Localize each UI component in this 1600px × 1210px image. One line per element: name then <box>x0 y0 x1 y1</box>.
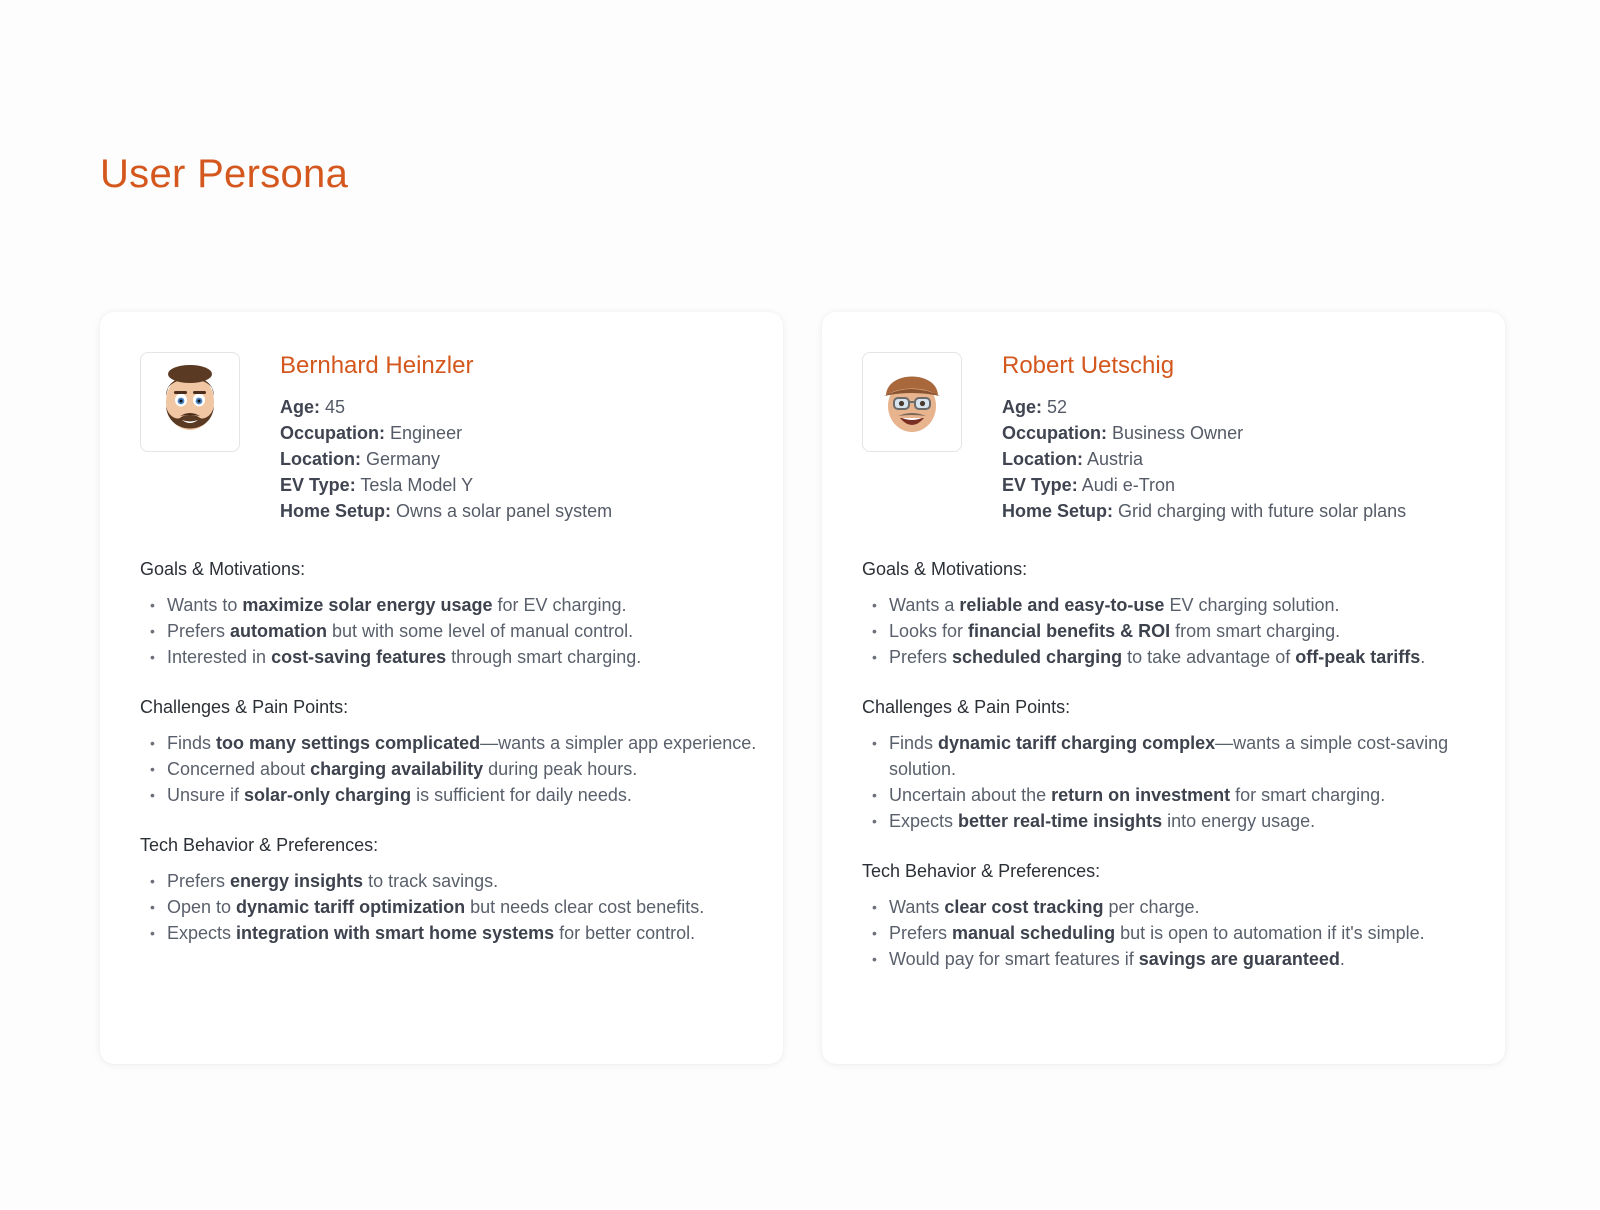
info-row <box>1002 394 1406 420</box>
persona-sections <box>140 556 763 970</box>
body-text: but is open to automation if it's simple. <box>1115 923 1425 943</box>
body-text: to take advantage of <box>1122 647 1296 667</box>
bullet-list <box>862 894 1485 972</box>
info-label: Home Setup: <box>280 501 392 521</box>
persona-card <box>822 312 1505 1064</box>
list-item <box>140 592 763 618</box>
body-text: for better control. <box>554 923 696 943</box>
persona-name: Bernhard Heinzler <box>280 352 474 379</box>
body-text: from smart charging. <box>1170 621 1341 641</box>
info-row <box>280 472 612 498</box>
body-text: Prefers <box>167 871 231 891</box>
info-value: Business Owner <box>1107 423 1244 443</box>
info-value: Audi e-Tron <box>1077 475 1176 495</box>
list-item <box>862 946 1485 972</box>
body-text: Uncertain about the <box>889 785 1052 805</box>
body-text: but needs clear cost benefits. <box>465 897 705 917</box>
info-label: Age: <box>1002 397 1042 417</box>
info-value: Owns a solar panel system <box>391 501 613 521</box>
emphasis-text: cost-saving features <box>271 647 447 667</box>
emphasis-text: off-peak tariffs <box>1295 647 1421 667</box>
info-row <box>280 420 612 446</box>
emphasis-text: better real-time insights <box>958 811 1163 831</box>
body-text: per charge. <box>1103 897 1200 917</box>
body-text: Open to <box>167 897 237 917</box>
body-text: for EV charging. <box>492 595 627 615</box>
emphasis-text: return on investment <box>1051 785 1231 805</box>
body-text: —wants a simple cost-saving solution. <box>889 733 1449 779</box>
body-text: Unsure if <box>167 785 245 805</box>
list-item <box>862 618 1485 644</box>
body-text: Prefers <box>889 923 953 943</box>
bullet-list <box>140 592 763 670</box>
body-text: Interested in <box>167 647 272 667</box>
body-text: Finds <box>167 733 217 753</box>
emphasis-text: energy insights <box>230 871 364 891</box>
info-row <box>1002 446 1406 472</box>
list-item <box>140 618 763 644</box>
avatar <box>862 352 962 452</box>
list-item <box>140 756 763 782</box>
list-item <box>862 808 1485 834</box>
body-text: Expects <box>167 923 237 943</box>
body-text: during peak hours. <box>483 759 638 779</box>
section-title: Tech Behavior & Preferences: <box>862 861 1101 881</box>
persona-info-list <box>1002 394 1406 524</box>
body-text: Concerned about <box>167 759 311 779</box>
emphasis-text: too many settings complicated <box>216 733 481 753</box>
emphasis-text: solar-only charging <box>244 785 412 805</box>
list-item <box>862 644 1485 670</box>
emphasis-text: reliable and easy-to-use <box>959 595 1165 615</box>
body-text: Wants <box>889 897 945 917</box>
bullet-list <box>862 730 1485 834</box>
list-item <box>140 782 763 808</box>
list-item <box>140 644 763 670</box>
body-text: Finds <box>889 733 939 753</box>
body-text: Wants a <box>889 595 960 615</box>
bullet-list <box>140 868 763 946</box>
list-item <box>140 730 763 756</box>
persona-info-list <box>280 394 612 524</box>
section-title: Goals & Motivations: <box>862 559 1028 579</box>
emphasis-text: financial benefits & ROI <box>968 621 1171 641</box>
list-item <box>140 920 763 946</box>
section-title: Challenges & Pain Points: <box>862 697 1071 717</box>
body-text: Prefers <box>167 621 231 641</box>
persona-section <box>862 556 1485 670</box>
section-title: Challenges & Pain Points: <box>140 697 349 717</box>
info-value: Austria <box>1083 449 1144 469</box>
info-row <box>1002 498 1406 524</box>
body-text: EV charging solution. <box>1164 595 1340 615</box>
info-label: Occupation: <box>280 423 386 443</box>
emphasis-text: savings are guaranteed <box>1138 949 1340 969</box>
emphasis-text: clear cost tracking <box>944 897 1104 917</box>
info-row <box>280 498 612 524</box>
persona-section <box>862 694 1485 834</box>
info-label: Location: <box>1002 449 1083 469</box>
list-item <box>862 920 1485 946</box>
persona-section <box>140 832 763 946</box>
bearded-man-memoji-icon <box>154 362 226 442</box>
emphasis-text: dynamic tariff optimization <box>236 897 466 917</box>
info-label: EV Type: <box>1002 475 1078 495</box>
info-label: Location: <box>280 449 361 469</box>
info-row <box>1002 420 1406 446</box>
body-text: Looks for <box>889 621 969 641</box>
body-text: into energy usage. <box>1162 811 1316 831</box>
body-text: for smart charging. <box>1230 785 1386 805</box>
emphasis-text: scheduled charging <box>952 647 1123 667</box>
persona-section <box>140 694 763 808</box>
list-item <box>862 592 1485 618</box>
list-item <box>862 782 1485 808</box>
persona-section <box>140 556 763 670</box>
info-row <box>280 394 612 420</box>
info-row <box>280 446 612 472</box>
info-row <box>1002 472 1406 498</box>
body-text: Prefers <box>889 647 953 667</box>
info-label: Occupation: <box>1002 423 1108 443</box>
persona-sections <box>862 556 1485 996</box>
emphasis-text: automation <box>230 621 328 641</box>
persona-identity <box>1002 352 1406 524</box>
info-value: Grid charging with future solar plans <box>1113 501 1407 521</box>
body-text: Expects <box>889 811 959 831</box>
bullet-list <box>140 730 763 808</box>
body-text: through smart charging. <box>446 647 642 667</box>
section-title: Tech Behavior & Preferences: <box>140 835 379 855</box>
info-label: Home Setup: <box>1002 501 1114 521</box>
list-item <box>140 894 763 920</box>
list-item <box>862 894 1485 920</box>
info-label: EV Type: <box>280 475 356 495</box>
emphasis-text: charging availability <box>310 759 484 779</box>
list-item <box>140 868 763 894</box>
avatar <box>140 352 240 452</box>
emphasis-text: manual scheduling <box>952 923 1116 943</box>
info-value: 52 <box>1042 397 1068 417</box>
emphasis-text: dynamic tariff charging complex <box>938 733 1216 753</box>
body-text: is sufficient for daily needs. <box>411 785 632 805</box>
emphasis-text: maximize solar energy usage <box>242 595 493 615</box>
info-value: Engineer <box>385 423 463 443</box>
body-text: but with some level of manual control. <box>327 621 634 641</box>
info-label: Age: <box>280 397 320 417</box>
info-value: Germany <box>361 449 441 469</box>
man-with-cap-glasses-memoji-icon <box>876 362 948 442</box>
body-text: to track savings. <box>363 871 499 891</box>
bullet-list <box>862 592 1485 670</box>
emphasis-text: integration with smart home systems <box>236 923 555 943</box>
body-text: . <box>1420 647 1426 667</box>
info-value: 45 <box>320 397 346 417</box>
info-value: Tesla Model Y <box>355 475 474 495</box>
persona-section <box>862 858 1485 972</box>
body-text: Would pay for smart features if <box>889 949 1139 969</box>
section-title: Goals & Motivations: <box>140 559 306 579</box>
body-text: —wants a simpler app experience. <box>480 733 757 753</box>
persona-identity <box>280 352 612 524</box>
body-text: . <box>1339 949 1345 969</box>
list-item <box>862 730 1485 782</box>
persona-name: Robert Uetschig <box>1002 352 1175 379</box>
page-title: User Persona <box>100 152 349 196</box>
body-text: Wants to <box>167 595 243 615</box>
persona-card <box>100 312 783 1064</box>
